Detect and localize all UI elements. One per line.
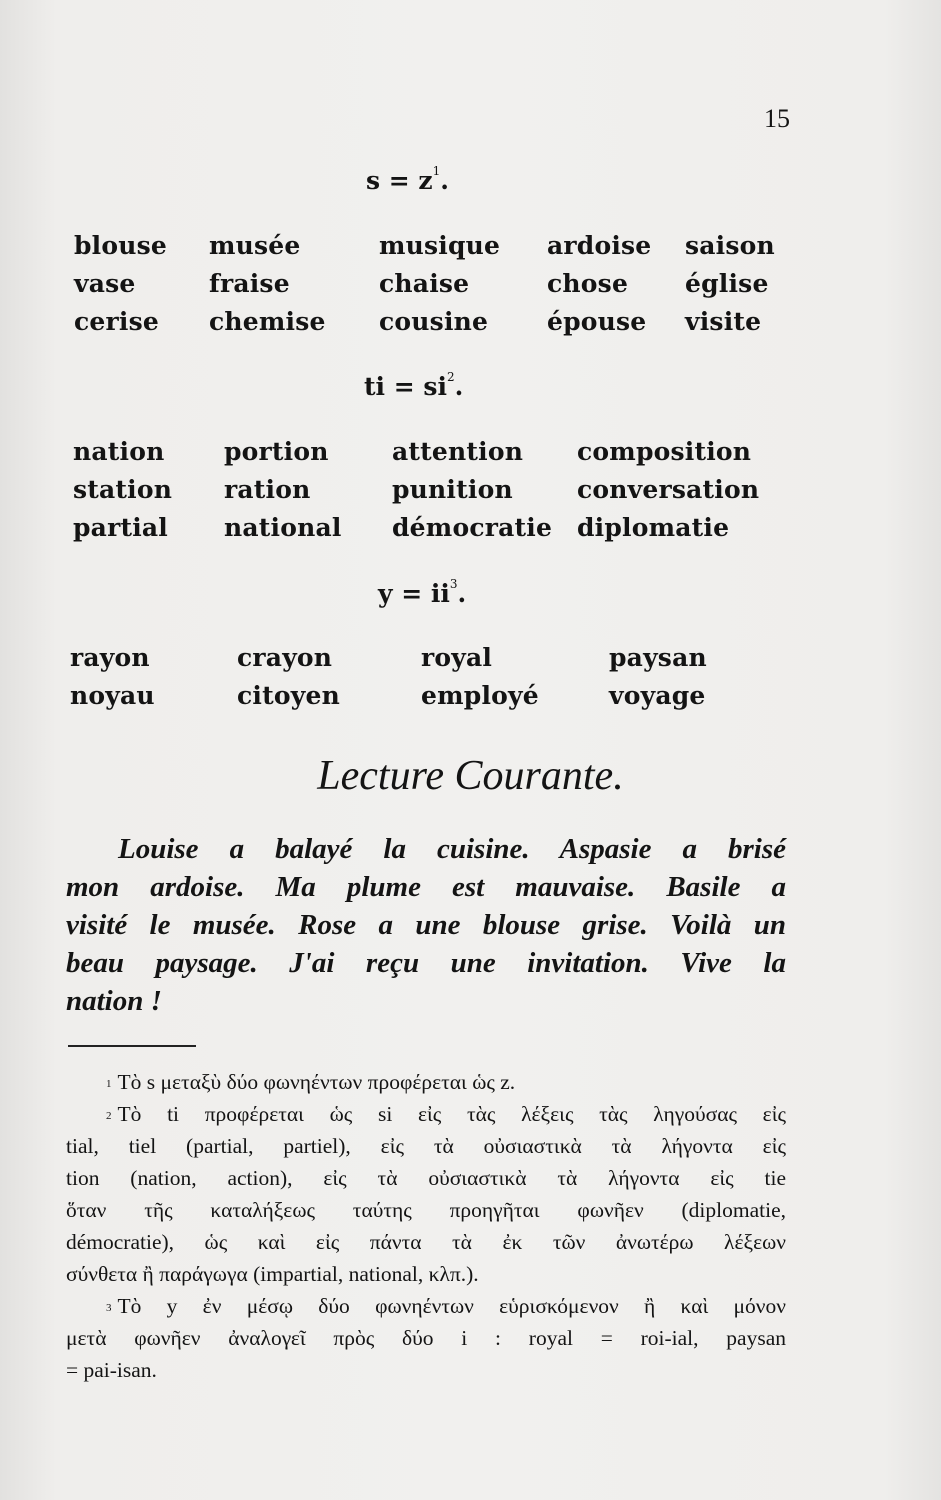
word: visite <box>685 307 762 336</box>
footnote-line <box>66 1066 786 1098</box>
word: église <box>685 269 769 298</box>
footnote-text: Τὸ ti προφέρεται ὡς si εἰς τὰς λέξεις τὰς ληγούσας εἰς <box>117 1102 786 1126</box>
reading-passage <box>66 830 786 1020</box>
rule-text: ti = si <box>364 372 447 401</box>
footnote-line: tial, tiel (partial, partiel), εἰς τὰ οὐσιαστικὰ τὰ λήγοντα εἰς <box>66 1134 786 1158</box>
word: démocratie <box>392 513 553 542</box>
footnote-line: σύνθετα ἢ παράγωγα (impartial, national, κλπ.). <box>66 1262 479 1286</box>
reading-line: visité le musée. Rose a une blouse grise. Voilà un <box>66 909 786 941</box>
footnote-mark: 2 <box>106 1110 112 1122</box>
word: cousine <box>379 307 489 336</box>
footnote-3 <box>66 1290 786 1386</box>
rule-text: s = z <box>366 166 433 195</box>
section-title: Lecture Courante. <box>317 753 624 799</box>
word: épouse <box>547 307 647 336</box>
word: conversation <box>577 475 760 504</box>
footnote-line: μετὰ φωνῆεν ἀναλογεῖ πρὸς δύο i : royal = roi-ial, paysan <box>66 1326 786 1350</box>
footnotes <box>66 1066 786 1386</box>
word: diplomatie <box>577 513 730 542</box>
footnote-1 <box>66 1066 786 1098</box>
footnote-mark: 3 <box>106 1302 112 1314</box>
word: fraise <box>209 269 290 298</box>
reading-line: Louise a balayé la cuisine. Aspasie a brisé <box>118 833 786 865</box>
footnote-2 <box>66 1098 786 1290</box>
reading-line: mon ardoise. Ma plume est mauvaise. Basile a <box>66 871 786 903</box>
word: chaise <box>379 269 470 298</box>
footnote-text: Τὸ y ἐν μέσῳ δύο φωνηέντων εὑρισκόμενον ἢ καὶ μόνον <box>117 1294 786 1318</box>
rule-suffix: . <box>454 372 464 401</box>
word: cerise <box>74 307 159 336</box>
word: blouse <box>74 231 168 260</box>
footnote-divider <box>68 1045 196 1047</box>
word: ration <box>224 475 311 504</box>
footnote-mark: 3 <box>449 577 458 591</box>
word: partial <box>73 513 168 542</box>
word: chose <box>547 269 629 298</box>
word: voyage <box>609 681 706 710</box>
word: paysan <box>609 643 707 672</box>
word: attention <box>392 437 524 466</box>
rule-heading-y <box>378 579 466 608</box>
footnote-text: Τὸ s μεταξὺ δύο φωνηέντων προφέρεται ὡς z. <box>117 1070 516 1094</box>
rule-suffix: . <box>457 579 467 608</box>
word: national <box>224 513 342 542</box>
word: royal <box>421 643 493 672</box>
word: noyau <box>70 681 155 710</box>
word: citoyen <box>237 681 340 710</box>
word: employé <box>421 681 539 710</box>
word: rayon <box>70 643 150 672</box>
footnote-mark: 1 <box>432 164 441 178</box>
word: nation <box>73 437 165 466</box>
word: crayon <box>237 643 333 672</box>
rule-heading-s <box>366 166 449 195</box>
reading-line: nation ! <box>66 985 162 1017</box>
footnote-line: tion (nation, action), εἰς τὰ οὐσιαστικὰ τὰ λήγοντα εἰς tie <box>66 1166 786 1190</box>
reading-line: beau paysage. J'ai reçu une invitation. Vive la <box>66 947 786 979</box>
page-number: 15 <box>764 104 790 133</box>
footnote-line: ὅταν τῆς καταλήξεως ταύτης προηγῆται φωνῆεν (diplomatie, <box>66 1198 786 1222</box>
footnote-line <box>66 1290 786 1322</box>
word: composition <box>577 437 752 466</box>
word: chemise <box>209 307 326 336</box>
word: punition <box>392 475 513 504</box>
rule-text: y = ii <box>378 579 450 608</box>
word: musique <box>379 231 501 260</box>
footnote-mark: 1 <box>106 1078 112 1090</box>
footnote-mark: 2 <box>446 370 455 384</box>
rule-suffix: . <box>440 166 449 195</box>
word: station <box>73 475 173 504</box>
word: ardoise <box>547 231 652 260</box>
word: musée <box>209 231 301 260</box>
word: saison <box>685 231 775 260</box>
footnote-line <box>66 1098 786 1130</box>
footnote-line: = pai-isan. <box>66 1358 157 1382</box>
word: vase <box>74 269 136 298</box>
rule-heading-ti <box>364 372 463 401</box>
footnote-line: démocratie), ὡς καὶ εἰς πάντα τὰ ἐκ τῶν ἀνωτέρω λέξεων <box>66 1230 786 1254</box>
word: portion <box>224 437 329 466</box>
